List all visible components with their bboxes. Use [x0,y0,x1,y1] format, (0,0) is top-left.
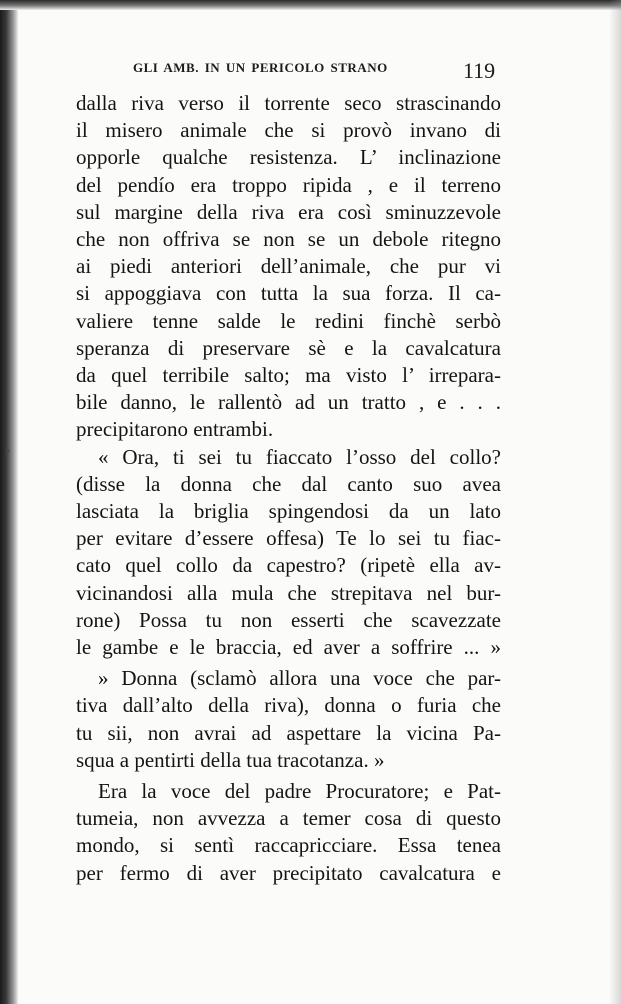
page-right-shadow [609,0,621,1004]
text-line: bile danno, le rallentò ad un tratto , e . . . [76,390,501,415]
text-line: ai piedi anteriori dell’animale, che pur vi [76,254,501,279]
text-line: rone) Possa tu non esserti che scavezzate [76,607,501,632]
text-line: dalla riva verso il torrente seco strascinando [76,91,501,115]
text-line: cato quel collo da capestro? (ripetè ella av- [76,553,501,578]
text-line: mondo, si sentì raccapricciare. Essa tenea [76,833,501,858]
text-line: « Ora, ti sei tu fiaccato l’osso del collo? [98,444,501,469]
text-line: si appoggiava con tutta la sua forza. Il ca- [76,281,501,306]
text-line: speranza di preservare sè e la cavalcatura [76,335,501,360]
text-line: vicinandosi alla mula che strepitava nel bur- [76,580,501,605]
text-line: (disse la donna che dal canto suo avea [76,471,501,496]
running-head: GLI AMB. IN UN PERICOLO STRANO [133,60,388,75]
text-line: del pendío era troppo ripida , e il terreno [76,172,501,197]
text-line: per fermo di aver precipitato cavalcatura e [76,860,501,885]
text-line: tiva dall’alto della riva), donna o furia che [76,693,501,718]
text-line: che non offriva se non se un debole ritegno [76,227,501,252]
text-line: » Donna (sclamò allora una voce che par- [98,666,501,691]
text-line: da quel terribile salto; ma visto l’ irrepara- [76,363,501,388]
text-line: Era la voce del padre Procuratore; e Pat- [98,779,501,804]
text-line: valiere tenne salde le redini finchè serbò [76,308,501,333]
page-top-edge [0,0,621,10]
text-line: lasciata la briglia spingendosi da un lato [76,499,501,524]
text-line: sul margine della riva era così sminuzzevole [76,199,501,224]
text-line: tu sii, non avrai ad aspettare la vicina Pa- [76,720,501,745]
margin-mark: ” [4,448,11,463]
text-line: opporle qualche resistenza. L’ inclinazione [76,145,501,170]
text-line: per evitare d’essere offesa) Te lo sei tu fiac- [76,526,501,551]
body-text [76,90,501,887]
paragraph-end-line: precipitarono entrambi. [76,417,274,442]
text-line: le gambe e le braccia, ed aver a soffrire ... » [76,635,501,660]
paragraph-end-line: squa a pentirti della tua tracotanza. » [76,747,385,772]
text-line: il misero animale che si provò invano di [76,118,501,143]
text-line: tumeia, non avvezza a temer cosa di questo [76,806,501,831]
binding-edge [0,0,18,1004]
page-number: 119 [463,58,496,83]
